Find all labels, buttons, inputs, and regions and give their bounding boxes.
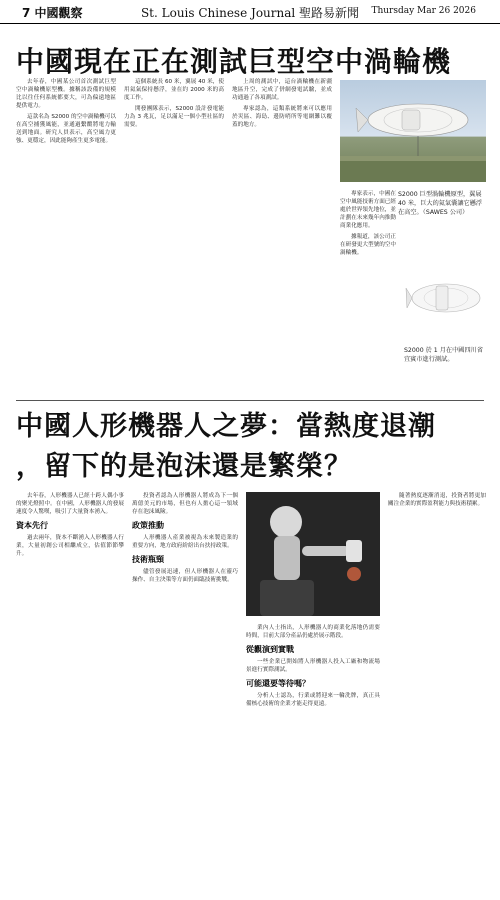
paragraph: 投資者認為人形機器人將成為下一個萬億美元的市場，但也有人擔心這一領域存在泡沫風險。 xyxy=(132,493,238,515)
airship-closeup-illustration xyxy=(404,262,486,342)
article2-col1 xyxy=(16,492,124,892)
paragraph: 上周的測試中，這台渦輪機在新疆地區升空，完成了併網發電試驗，並成功通過了各項測試。 xyxy=(232,79,332,101)
article1-col2 xyxy=(124,78,224,396)
subheading-future: 可能還要等待嗎？ xyxy=(246,679,310,688)
page-section: 7 中國觀察 xyxy=(22,6,83,20)
airship-illustration xyxy=(340,80,486,182)
article2-col2 xyxy=(132,492,238,892)
article2-col3 xyxy=(246,624,380,892)
subheading-tech: 技術瓶頸 xyxy=(132,555,164,564)
paragraph: 人形機器人產業被視為未來製造業的重要方向，地方政府紛紛出台扶持政策。 xyxy=(132,535,238,549)
humanoid-robot-photo xyxy=(246,492,380,616)
paragraph: 據報道，該公司正在研發更大型號的空中渦輪機。 xyxy=(340,234,396,256)
section-divider xyxy=(16,400,484,401)
robot-hand-illustration xyxy=(246,492,380,616)
turbine-airship-photo xyxy=(340,80,486,182)
paragraph: 專家認為，這類系統將來可以應用於災區、海島、邊防哨所等電網難以覆蓋的地方。 xyxy=(232,106,332,128)
subheading-policy: 政策推動 xyxy=(132,521,164,530)
article2-headline-line1: 中國人形機器人之夢：當熱度退潮 xyxy=(16,411,436,442)
article2-headline-line2: ，留下的是泡沫還是繁榮？ xyxy=(16,451,352,482)
paragraph: 開發團隊表示，S2000 設計發電能力為 3 兆瓦，足以滿足一個小型社區的需要。 xyxy=(124,106,224,128)
article1-col3 xyxy=(232,78,332,396)
issue-date: Thursday Mar 26 2026 xyxy=(371,6,476,16)
paragraph: 儘管發展迅速，但人形機器人在靈巧操作、自主決策等方面仍面臨技術挑戰。 xyxy=(132,569,238,583)
turbine-test-photo xyxy=(404,262,486,342)
subheading-capital: 資本先行 xyxy=(16,521,48,530)
article1-headline: 中國現在正在測試巨型空中渦輪機 xyxy=(16,45,452,78)
paper-name: St. Louis Chinese Journal 聖路易新聞 xyxy=(140,6,360,20)
paragraph: 分析人士認為，行業或將迎來一輪洗牌，真正具備核心技術的企業才能走得更遠。 xyxy=(246,693,380,707)
subheading-next: 從觀演到實戰 xyxy=(246,645,294,654)
paragraph: 這個系統長 60 米，翼展 40 米，使用氦氣保持懸浮，並在約 2000 米的高度工作。 xyxy=(124,79,224,101)
article2-col4 xyxy=(388,492,486,892)
paragraph: 過去兩年，資本不斷湧入人形機器人行業，大量初創公司相繼成立，估值節節攀升。 xyxy=(16,535,124,557)
article1-col1 xyxy=(16,78,116,396)
page-header xyxy=(0,0,500,24)
article1-col4 xyxy=(340,190,396,350)
paragraph: 去年春，人形機器人已經十跨人偶小事的聚光燈照中。在中國，人形機器人的發展速度令人驚嘆，吸引了大量資本湧入。 xyxy=(16,493,124,515)
photo-caption-bottom: S2000 於 1 月在中國四川省宜賓市進行測試。 xyxy=(404,347,484,363)
paragraph: 業內人士指出，人形機器人的商業化落地仍需要時間，目前大部分產品仍處於展示階段。 xyxy=(246,625,380,639)
article2-headline xyxy=(16,407,486,487)
paragraph: 專家表示，中國在空中風能技術方面已經處於世界領先地位，並計劃在未來幾年內推動商業化應用。 xyxy=(340,191,396,229)
paragraph: 去年春，中國某公司首次測試巨型空中渦輪機原型機。據稱該設備的規模比以往任何系統都要大，可為偏遠地區提供電力。 xyxy=(16,79,116,109)
paragraph: 隨著熱度逐漸消退，投資者將更加關注企業的實際盈利能力與技術積累。 xyxy=(388,493,486,507)
paragraph: 這款名為 S2000 的空中渦輪機可以在高空捕獲風能，並通過繫纜將電力輸送到地面。研究人員表示，高空風力更強、更穩定，因此能夠產生更多電能。 xyxy=(16,114,116,144)
photo-caption-top: S2000 巨型渦輪機原型，翼展 40 米，巨大的氦氣囊讓它懸浮在高空。（SAWES 公司） xyxy=(398,191,483,216)
paragraph: 一些企業已開始將人形機器人投入工廠和物流場景進行實際測試。 xyxy=(246,659,380,673)
